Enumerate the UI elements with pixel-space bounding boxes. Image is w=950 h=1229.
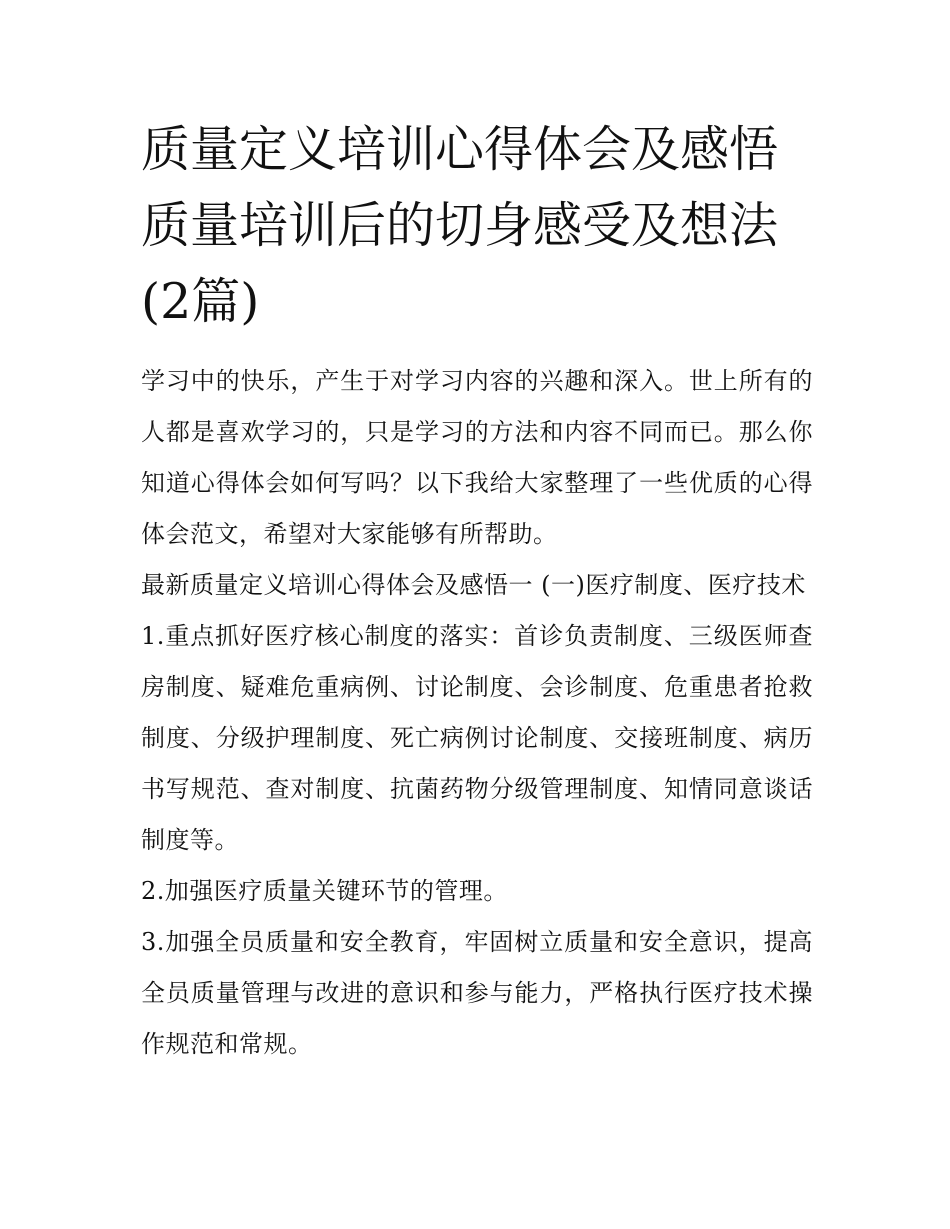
list-item-1: 1.重点抓好医疗核心制度的落实：首诊负责制度、三级医师查房制度、疑难危重病例、讨论制度、会诊制度、危重患者抢救制度、分级护理制度、死亡病例讨论制度、交接班制度、病历书写规范、查对制度、抗菌药物分级管理制度、知情同意谈话制度等。: [141, 622, 813, 854]
document-body: [141, 356, 813, 1070]
document-title: 质量定义培训心得体会及感悟质量培训后的切身感受及想法(2篇): [141, 121, 779, 330]
document-page: [141, 112, 813, 1070]
list-item-3: 3.加强全员质量和安全教育，牢固树立质量和安全意识，提高全员质量管理与改进的意识和参与能力，严格执行医疗技术操作规范和常规。: [141, 928, 813, 1058]
section-heading-paragraph: 最新质量定义培训心得体会及感悟一 (一)医疗制度、医疗技术: [141, 571, 806, 599]
intro-paragraph: 学习中的快乐，产生于对学习内容的兴趣和深入。世上所有的人都是喜欢学习的，只是学习的方法和内容不同而已。那么你知道心得体会如何写吗？以下我给大家整理了一些优质的心得体会范文，希望对大家能够有所帮助。: [141, 367, 813, 548]
list-item-2: 2.加强医疗质量关键环节的管理。: [141, 877, 508, 905]
